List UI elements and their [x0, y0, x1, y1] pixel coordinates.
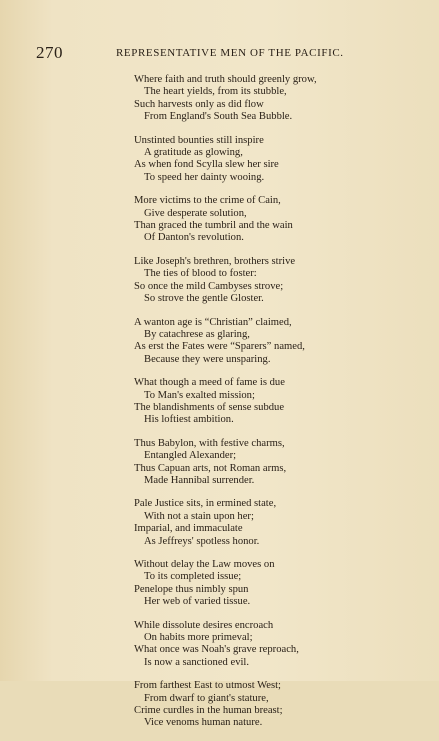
stanza: [134, 317, 424, 367]
running-head: REPRESENTATIVE MEN OF THE PACIFIC.: [116, 47, 344, 59]
poem-line: From dwarf to giant's stature,: [144, 692, 269, 704]
poem-line: To its completed issue;: [144, 571, 242, 583]
stanza: [134, 135, 424, 185]
stanza: [134, 195, 424, 245]
stanza: [134, 74, 424, 124]
poem-line: Pale Justice sits, in ermined state,: [134, 498, 277, 510]
poem-line: Her web of varied tissue.: [144, 596, 251, 608]
stanza: [134, 559, 424, 609]
poem-line: His loftiest ambition.: [144, 414, 234, 426]
page-header: [36, 43, 417, 63]
poem-line: A gratitude as glowing,: [144, 147, 243, 159]
poem-line: As erst the Fates were “Sparers” named,: [134, 341, 305, 353]
poem-line: From farthest East to utmost West;: [134, 680, 281, 692]
poem-line: By catachrese as glaring,: [144, 328, 250, 340]
poem-line: Crime curdles in the human breast;: [134, 705, 283, 717]
poem-line: Unstinted bounties still inspire: [134, 134, 264, 146]
stanza: [134, 377, 424, 427]
poem-line: So strove the gentle Gloster.: [144, 293, 264, 305]
poem-line: As Jeffreys' spotless honor.: [144, 535, 260, 547]
poem-line: With not a stain upon her;: [144, 510, 254, 522]
poem-line: Without delay the Law moves on: [134, 559, 275, 570]
poem-line: Such harvests only as did flow: [134, 98, 264, 110]
poem-line: On habits more primeval;: [144, 632, 253, 644]
page-number: 270: [36, 43, 63, 62]
poem-line: Vice venoms human nature.: [144, 717, 263, 729]
poem-line: Thus Capuan arts, not Roman arms,: [134, 462, 287, 474]
poem-line: The heart yields, from its stubble,: [144, 86, 287, 98]
poem-line: A wanton age is “Christian” claimed,: [134, 316, 292, 328]
poem-line: Thus Babylon, with festive charms,: [134, 437, 285, 449]
stanza: [134, 256, 424, 306]
poem-line: From England's South Sea Bubble.: [144, 111, 293, 123]
poem-line: Entangled Alexander;: [144, 450, 237, 462]
poem-line: Give desperate solution,: [144, 207, 247, 219]
stanza: [134, 498, 424, 548]
poem-line: The blandishments of sense subdue: [134, 401, 285, 413]
poem-line: Where faith and truth should greenly grow,: [134, 74, 317, 85]
poem-line: Made Hannibal surrender.: [144, 474, 255, 486]
poem-line: While dissolute desires encroach: [134, 619, 274, 631]
poem: [134, 74, 424, 741]
stanza: [134, 620, 424, 670]
poem-line: Like Joseph's brethren, brothers strive: [134, 255, 296, 267]
poem-line: Is now a sanctioned evil.: [144, 656, 250, 668]
poem-line: Of Danton's revolution.: [144, 232, 244, 244]
poem-line: What though a meed of fame is due: [134, 377, 285, 389]
poem-line: The ties of blood to foster:: [144, 268, 257, 280]
poem-line: So once the mild Cambyses strove;: [134, 280, 284, 292]
stanza: [134, 680, 424, 730]
poem-line: Penelope thus nimbly spun: [134, 583, 249, 595]
stanza: [134, 438, 424, 488]
poem-line: To speed her dainty wooing.: [144, 171, 265, 183]
poem-line: To Man's exalted mission;: [144, 389, 255, 401]
poem-line: As when fond Scylla slew her sire: [134, 159, 279, 171]
poem-line: What once was Noah's grave reproach,: [134, 644, 299, 656]
poem-line: Than graced the tumbril and the wain: [134, 220, 293, 232]
poem-line: Imparial, and immaculate: [134, 523, 243, 535]
poem-line: Because they were unsparing.: [144, 353, 271, 365]
poem-line: More victims to the crime of Cain,: [134, 195, 281, 207]
